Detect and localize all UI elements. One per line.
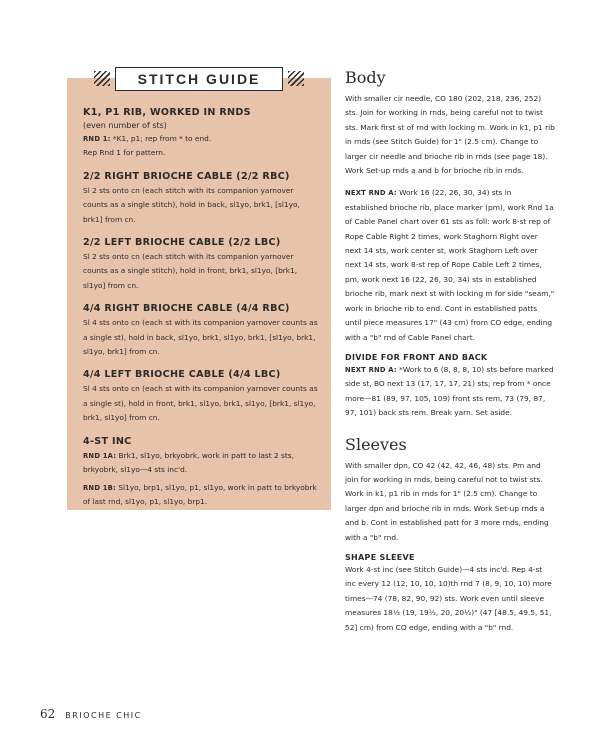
- stitch-heading: 4-ST INC: [83, 435, 132, 447]
- sleeves-paragraph: Work 4-st inc (see Stitch Guide)—4 sts inc'd. Rep 4-st inc every 12 (12, 10, 10, 10)th rnd 7 (8, 9, 10, 10) more times—74 (78, 82, 90, 92) sts. Work even until sleeve measures 18½ (19, 19½, 20, 20½)" (47 [48.5, 49.5, 51, 52] cm) from CO edge, ending with a "b" rnd.: [345, 564, 552, 632]
- stitch-subheading: (even number of sts): [83, 121, 167, 130]
- row-text: *Work to 6 (8, 8, 8, 10) sts before marked side st, BO next 13 (17, 17, 17, 21) sts; rep from * once more—81 (89, 97, 105, 109) front sts rem, 73 (79, 87, 97, 101) back sts rem. Break yarn. Set aside.: [345, 364, 554, 418]
- stitch-line: [83, 449, 319, 478]
- stitch-line: [83, 132, 319, 146]
- stitch-entry-22-rbc: [83, 171, 319, 227]
- row-text: Work 16 (22, 26, 30, 34) sts in established brioche rib, place marker (pm), work Rnd 1a of Cable Panel chart over 61 sts as foll: work 8-st rep of Rope Cable Right 2 times, work Staghorn Right over next 14 sts, work center st, work Staghorn Left over next 14 sts, work 8-st rep of Rope Cable Left 2 times, pm, work next 16 (22, 26, 30, 34) sts in established brioche rib, mark next st with locking m for side "seam," work in brioche rib to end. Cont in established patts until piece measures 17" (43 cm) from CO edge, ending with a "b" rnd of Cable Panel chart.: [345, 188, 555, 342]
- row-label: RND 1B:: [83, 483, 116, 492]
- body-paragraph: [345, 186, 555, 344]
- stitch-heading: 4/4 RIGHT BRIOCHE CABLE (4/4 RBC): [83, 303, 290, 315]
- row-text: Rep Rnd 1 for pattern.: [83, 148, 166, 158]
- stitch-line: Sl 2 sts onto cn (each stitch with its companion yarnover counts as a single stitch), hold in back, sl1yo, brk1, [sl1yo, brk1] from cn.: [83, 185, 300, 224]
- row-label: NEXT RND A:: [345, 365, 397, 374]
- row-text: Sl1yo, brp1, sl1yo, p1, sl1yo, work in patt to brkyobrk of last rnd, sl1yo, p1, sl1yo, brp1.: [83, 482, 317, 506]
- row-label: RND 1A:: [83, 451, 117, 460]
- sleeves-paragraph: With smaller dpn, CO 42 (42, 42, 46, 48) sts. Pm and join for working in rnds, being careful not to twist sts. Work in k1, p1 rib in rnds for 1" (2.5 cm). Change to larger dpn and brioche rib in rnds. Work Set-up rnds a and b. Cont in established patt for 3 more rnds, ending with a "b" rnd.: [345, 460, 549, 542]
- book-title: BRIOCHE CHIC: [65, 711, 142, 720]
- stitch-entry-k1p1-rib: [83, 107, 319, 161]
- subheading-divide: DIVIDE FOR FRONT AND BACK: [345, 352, 488, 362]
- stitch-entry-22-lbc: [83, 237, 319, 293]
- row-label: RND 1:: [83, 135, 111, 143]
- stitch-heading: 2/2 RIGHT BRIOCHE CABLE (2/2 RBC): [83, 170, 290, 182]
- stitch-guide-box: [67, 71, 331, 510]
- page-footer: [40, 707, 142, 721]
- stitch-heading: K1, P1 RIB, WORKED IN RNDS: [83, 107, 251, 118]
- subheading-shape-sleeve: SHAPE SLEEVE: [345, 552, 415, 562]
- stitch-entry-4st-inc: [83, 436, 319, 510]
- stitch-entry-44-lbc: [83, 369, 319, 425]
- stitch-guide-title: STITCH GUIDE: [137, 71, 261, 87]
- row-text: Brk1, sl1yo, brkyobrk, work in patt to last 2 sts, brkyobrk, sl1yo—4 sts inc'd.: [83, 450, 294, 475]
- stitch-line: Sl 4 sts onto cn (each st with its companion yarnover counts as a single st), hold in back, sl1yo, brk1, sl1yo, brk1, [sl1yo, brk1, sl1yo, brk1] from cn.: [83, 318, 318, 357]
- instructions-column: [345, 68, 555, 643]
- stitch-line: [83, 481, 319, 510]
- stitch-line: Sl 4 sts onto cn (each st with its companion yarnover counts as a single st), hold in front, brk1, sl1yo, brk1, sl1yo, [brk1, sl1yo, brk1, sl1yo] from cn.: [83, 384, 318, 423]
- section-title-sleeves: Sleeves: [345, 434, 407, 454]
- page-number: 62: [40, 707, 56, 721]
- body-paragraph: [345, 363, 555, 421]
- section-title-body: Body: [345, 68, 386, 87]
- stitch-line: Sl 2 sts onto cn (each stitch with its companion yarnover counts as a single stitch), hold in front, brk1, sl1yo, [brk1, sl1yo] from cn.: [83, 252, 298, 290]
- body-paragraph: With smaller cir needle, CO 180 (202, 218, 236, 252) sts. Join for working in rnds, being careful not to twist sts. Mark first st of rnd with locking m. Work in k1, p1 rib in rnds (see Stitch Guide) for 1" (2.5 cm). Change to larger cir needle and brioche rib in rnds (see page 18). Work Set-up rnds a and b for brioche rib in rnds.: [345, 94, 555, 176]
- stitch-guide-tab: [115, 67, 283, 91]
- stitch-entry-44-rbc: [83, 303, 319, 359]
- stitch-heading: 4/4 LEFT BRIOCHE CABLE (4/4 LBC): [83, 369, 281, 381]
- stitch-heading: 2/2 LEFT BRIOCHE CABLE (2/2 LBC): [83, 237, 281, 249]
- stitch-line: [83, 146, 319, 160]
- row-label: NEXT RND A:: [345, 189, 397, 198]
- row-text: *K1, p1; rep from * to end.: [110, 134, 212, 143]
